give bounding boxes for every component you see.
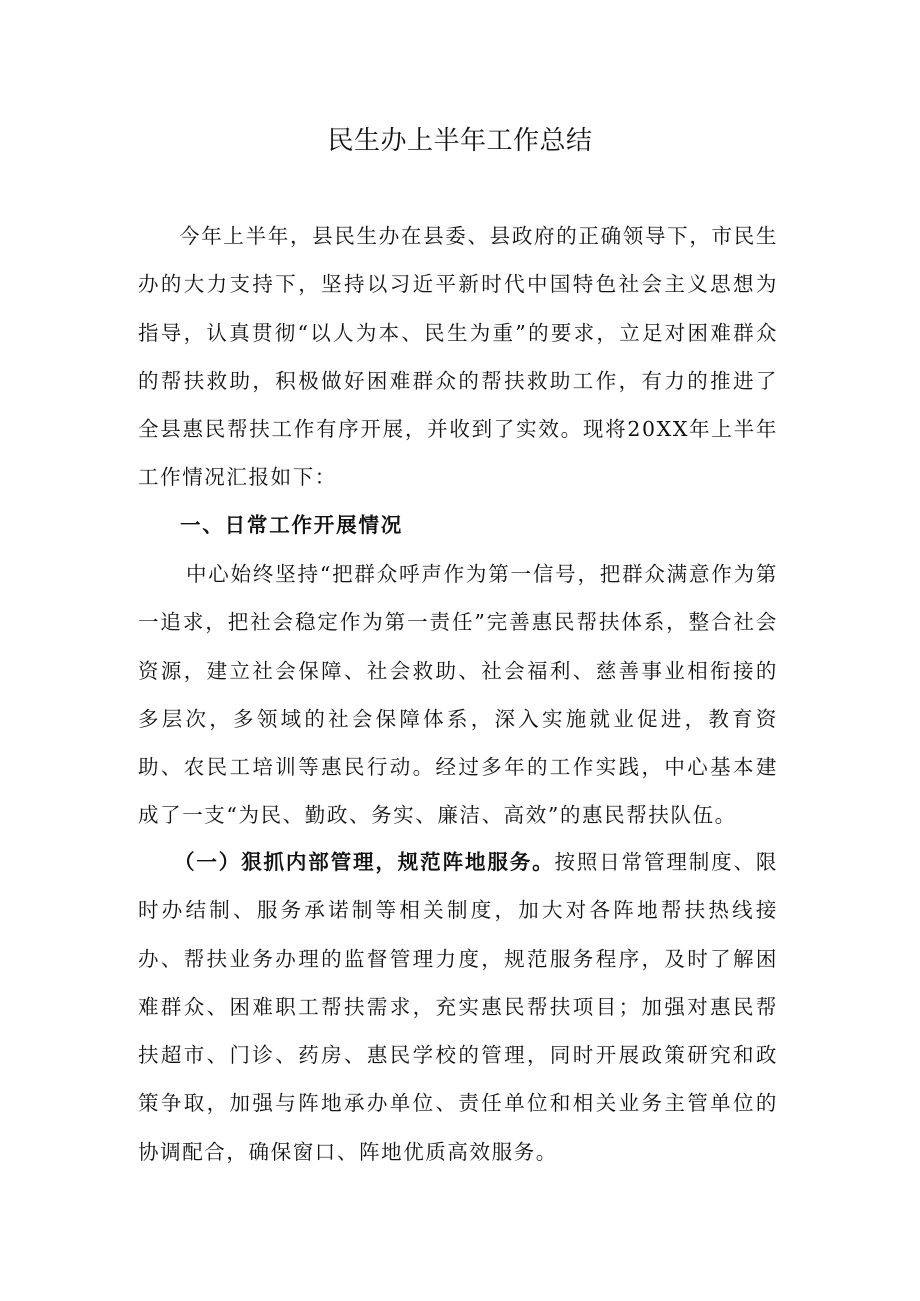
subsection-text: 按照日常管理制度、限时办结制、服务承诺制等相关制度，加大对各阵地帮扶热线接办、帮扶业务办理的监督管理力度，规范服务程序，及时了解困难群众、困难职工帮扶需求，充实惠民帮扶项目；加强对惠民帮扶超市、门诊、药房、惠民学校的管理，同时开展政策研究和政策争取，加强与阵地承办单位、责任单位和相关业务主管单位的协调配合，确保窗口、阵地优质高效服务。 [138,850,779,1164]
section-paragraph: 中心始终坚持“把群众呼声作为第一信号，把群众满意作为第一追求，把社会稳定作为第一责任”完善惠民帮扶体系，整合社会资源，建立社会保障、社会救助、社会福利、慈善事业相衔接的多层次，多领域的社会保障体系，深入实施就业促进，教育资助、农民工培训等惠民行动。经过多年的工作实践，中心基本建成了一支“为民、勤政、务实、廉洁、高效”的惠民帮扶队伍。 [138,562,778,828]
document-title: 民生办上半年工作总结 [327,126,593,156]
subsection-paragraph [138,838,778,1176]
intro-paragraph: 今年上半年，县民生办在县委、县政府的正确领导下，市民生办的大力支持下，坚持以习近平新时代中国特色社会主义思想为指导，认真贯彻“以人为本、民生为重”的要求，立足对困难群众的帮扶救助，积极做好困难群众的帮扶救助工作，有力的推进了全县惠民帮扶工作有序开展，并收到了实效。现将20XX年上半年工作情况汇报如下： [138,224,778,490]
section-heading: 一、日常工作开展情况 [180,513,403,537]
subsection-lead: （一）狠抓内部管理，规范阵地服务。 [174,850,555,874]
